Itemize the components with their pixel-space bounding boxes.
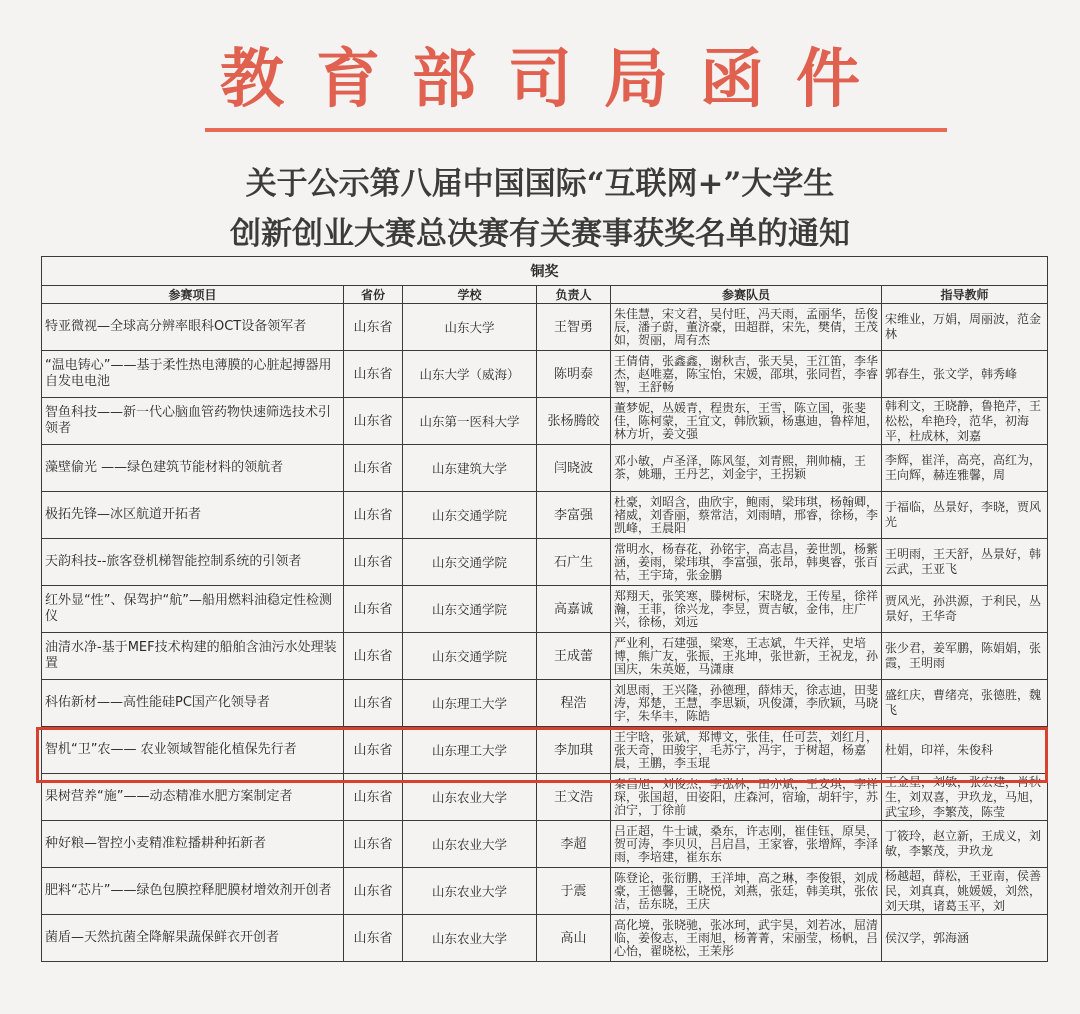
team-members-cell (611, 586, 882, 633)
leader-cell: 王文浩 (537, 774, 611, 821)
province-cell: 山东省 (344, 821, 403, 868)
leader-cell: 闫晓波 (537, 445, 611, 492)
table-row (42, 492, 1048, 539)
advisors-cell (882, 304, 1048, 351)
province-cell: 山东省 (344, 774, 403, 821)
team-members-cell (611, 492, 882, 539)
school-cell: 山东理工大学 (403, 727, 537, 774)
province-cell: 山东省 (344, 304, 403, 351)
advisors-cell (882, 680, 1048, 727)
team-members-cell (611, 633, 882, 680)
school-cell: 山东理工大学 (403, 680, 537, 727)
advisors-cell (882, 868, 1048, 915)
project-cell: 特亚微视—全球高分辨率眼科OCT设备领军者 (42, 304, 344, 351)
table-row (42, 445, 1048, 492)
advisors-cell (882, 821, 1048, 868)
advisors-text: 丁筱玲，赵立新，王成义，刘敏，李繁茂，尹玖龙 (885, 829, 1042, 858)
province-cell: 山东省 (344, 633, 403, 680)
team-members-text: 陈登论，张衍鹏，王洋坤，高之琳，李俊银，刘成豪，王德馨，王晓悦，刘燕，张廷，韩美琪，张依洁，岳东晓，王庆 (614, 871, 878, 911)
school-cell: 山东第一医科大学 (403, 398, 537, 445)
advisors-cell (882, 398, 1048, 445)
team-members-cell (611, 680, 882, 727)
leader-cell: 程浩 (537, 680, 611, 727)
school-cell: 山东农业大学 (403, 821, 537, 868)
team-members-cell (611, 821, 882, 868)
school-cell: 山东农业大学 (403, 868, 537, 915)
project-cell: 极拓先锋—冰区航道开拓者 (42, 492, 344, 539)
advisors-text: 贾风光，孙洪源，于利民，丛景好，王华奇 (885, 594, 1042, 623)
team-members-text: 王宇晗，张斌，郑博文，张佳，任可芸，刘红月，张天奇，田骏宇，毛苏宁，冯宇，于树超，杨嘉晨，王鹏，李玉琨 (614, 730, 878, 770)
team-members-cell (611, 445, 882, 492)
province-cell: 山东省 (344, 586, 403, 633)
project-cell: “温电铸心”——基于柔性热电薄膜的心脏起搏器用自发电电池 (42, 351, 344, 398)
header-leader: 负责人 (537, 286, 611, 304)
leader-cell: 石广生 (537, 539, 611, 586)
team-members-text: 王倩倩，张鑫鑫，谢秋吉，张天昊，王江笛，李华杰，赵唯嘉，陈宝怡，宋媛，邵琪，张同哲，李睿智，王舒畅 (614, 354, 878, 394)
leader-cell: 李超 (537, 821, 611, 868)
team-members-cell (611, 868, 882, 915)
header-province: 省份 (344, 286, 403, 304)
advisors-text: 宋维业，万娟，周丽波，范金林 (885, 312, 1042, 341)
table-row (42, 868, 1048, 915)
header-school: 学校 (403, 286, 537, 304)
leader-cell: 高山 (537, 915, 611, 962)
leader-cell: 王成蕾 (537, 633, 611, 680)
school-cell: 山东大学 (403, 304, 537, 351)
project-cell: 肥料“芯片”——绿色包膜控释肥膜材增效剂开创者 (42, 868, 344, 915)
province-cell: 山东省 (344, 351, 403, 398)
province-cell: 山东省 (344, 915, 403, 962)
table-row (42, 821, 1048, 868)
table-row (42, 539, 1048, 586)
advisors-cell (882, 445, 1048, 492)
leader-cell: 高嘉诚 (537, 586, 611, 633)
province-cell: 山东省 (344, 398, 403, 445)
advisors-text: 李辉，崔洋，高亮，高红为，王向辉，赫连雅馨，周 (885, 453, 1042, 482)
province-cell: 山东省 (344, 492, 403, 539)
team-members-text: 严业利，石建强，梁寒，王志斌，牛天祥，史培博，熊广友，张振，王兆坤，张世新，王祝龙，孙国庆，朱英姬，马潇康 (614, 636, 878, 676)
notice-title-line-2: 创新创业大赛总决赛有关赛事获奖名单的通知 (230, 216, 850, 252)
advisors-text: 张少君，姜军鹏，陈娟娟，张霞，王明雨 (885, 641, 1042, 670)
advisors-text: 王金星，刘敏，张宏建，肖秋生，刘双喜，尹玖龙，马旭，武宝珍，李繁茂，陈莹 (885, 774, 1042, 819)
red-divider-line (205, 128, 947, 132)
highlight-box (36, 727, 1048, 783)
team-members-text: 郑翔天，张笑寒，滕树标，宋晓龙，王传星，徐祥瀚，王菲，徐兴龙，李昱，贾吉敏，金伟，庄广兴，徐杨，刘远 (614, 589, 878, 629)
team-members-text: 常明水，杨春花，孙铭宇，高志昌，姜世凯，杨紫涵，姜雨，梁玮琪，李富强，张昂，韩奥睿，张百祜，王宇琦，张金鹏 (614, 542, 878, 582)
leader-cell: 李加琪 (537, 727, 611, 774)
award-level-heading: 铜奖 (42, 257, 1048, 286)
school-cell: 山东农业大学 (403, 915, 537, 962)
table-row (42, 304, 1048, 351)
school-cell: 山东交通学院 (403, 539, 537, 586)
team-members-text: 杜豪，刘昭含，曲欣宇，鲍雨，梁玮琪，杨翰卿，褚威，刘香丽，蔡常洁，刘雨晴，邢睿，徐杨，李凯峰，王晨阳 (614, 495, 878, 535)
project-cell: 智鱼科技——新一代心脑血管药物快速筛选技术引领者 (42, 398, 344, 445)
project-cell: 果树营养“施”——动态精准水肥方案制定者 (42, 774, 344, 821)
school-cell: 山东大学（威海） (403, 351, 537, 398)
project-cell: 油清水净-基于MEF技术构建的船舶含油污水处理装置 (42, 633, 344, 680)
project-cell: 菌盾—天然抗菌全降解果蔬保鲜衣开创者 (42, 915, 344, 962)
team-members-text: 刘思雨，王兴隆，孙德理，薛炜天，徐志迪，田斐涛，郑楚，王慧，李思颖，巩俊潇，李欣颖，马晓宇，朱华丰，陈皓 (614, 683, 878, 723)
advisors-text: 王明雨，王天舒，丛景好，韩云武，王亚飞 (885, 547, 1042, 576)
school-cell: 山东交通学院 (403, 633, 537, 680)
advisors-cell (882, 915, 1048, 962)
project-cell: 科佑新材——高性能硅PC国产化领导者 (42, 680, 344, 727)
province-cell: 山东省 (344, 445, 403, 492)
team-members-cell (611, 539, 882, 586)
advisors-cell (882, 539, 1048, 586)
team-members-text: 吕正超，牛士诚，桑东，许志刚，崔佳钰，原昊，贺可涛，李贝贝，吕启昌，王家睿，张增辉，李泽雨，李培建，崔东东 (614, 824, 878, 864)
table-row (42, 915, 1048, 962)
team-members-text: 高化境，张晓驰，张冰珂，武宇昊，刘若冰，屈清临，姜俊志，王雨旭，杨菁菁，宋丽莹，杨帆，吕心怡，翟晓松，王茉彤 (614, 918, 878, 958)
school-cell: 山东交通学院 (403, 492, 537, 539)
advisors-cell (882, 351, 1048, 398)
advisors-cell (882, 586, 1048, 633)
letterhead: 教育部司局函件 (220, 42, 892, 117)
table-row (42, 633, 1048, 680)
leader-cell: 陈明泰 (537, 351, 611, 398)
advisors-cell (882, 492, 1048, 539)
team-members-text: 朱佳慧，宋文君，吴付旺，冯天雨，孟丽华，岳俊辰，潘子蔚，董济豪，田超群，宋先，樊倩，王茂如，贺丽，周有杰 (614, 307, 878, 347)
leader-cell: 王智勇 (537, 304, 611, 351)
table-row (42, 398, 1048, 445)
advisors-text: 于福临，丛景好，李晓，贾风光 (885, 500, 1042, 529)
leader-cell: 李富强 (537, 492, 611, 539)
advisors-cell (882, 633, 1048, 680)
header-team-members: 参赛队员 (611, 286, 882, 304)
project-cell: 红外显“性”、保驾护“航”—船用燃料油稳定性检测仪 (42, 586, 344, 633)
team-members-cell (611, 915, 882, 962)
leader-cell: 张杨腾皎 (537, 398, 611, 445)
award-table-body (42, 304, 1048, 962)
header-advisors: 指导教师 (882, 286, 1048, 304)
team-members-cell (611, 351, 882, 398)
advisors-text: 韩利文，王晓静，鲁艳芹，王松松，牟艳玲，范华，初海平，杜成林，刘嘉 (885, 398, 1042, 443)
province-cell: 山东省 (344, 727, 403, 774)
team-members-cell (611, 398, 882, 445)
team-members-text: 秦昌旭，刘俊杰，李泓林，田亦斌，王安琪，李祥琛，张国超，田姿阳，庄森河，宿瑜，胡轩宇，苏泊宁，丁徐前 (614, 777, 878, 817)
team-members-cell (611, 304, 882, 351)
province-cell: 山东省 (344, 868, 403, 915)
header-project: 参赛项目 (42, 286, 344, 304)
advisors-text: 杨越超，薛松，王亚南，侯善民，刘真真，姚媛媛，刘然，刘天琪，诸葛玉平，刘 (885, 868, 1042, 913)
table-row (42, 586, 1048, 633)
advisors-text: 盛红庆，曹绪亮，张德胜，魏飞 (885, 688, 1042, 717)
advisors-text: 侯汉学，郭海涵 (885, 930, 970, 945)
team-members-text: 邓小敏，卢圣泽，陈风玺，刘青熙，荆帅楠，王茶，姚珊，王丹艺，刘金宇，王拐颖 (614, 455, 867, 481)
project-cell: 藻壁偷光 ——绿色建筑节能材料的领航者 (42, 445, 344, 492)
notice-title-line-1: 关于公示第八届中国国际“互联网+”大学生 (245, 166, 835, 202)
province-cell: 山东省 (344, 680, 403, 727)
school-cell: 山东建筑大学 (403, 445, 537, 492)
province-cell: 山东省 (344, 539, 403, 586)
school-cell: 山东交通学院 (403, 586, 537, 633)
table-row (42, 351, 1048, 398)
project-cell: 天韵科技--旅客登机梯智能控制系统的引领者 (42, 539, 344, 586)
advisors-text: 杜娟，印祥，朱俊科 (885, 742, 994, 757)
team-members-text: 董梦妮，丛媛青，程贵东，王雪，陈立国，张斐佳，陈柯蒙，王宜文，韩欣颖，杨惠迪，鲁梓旭，林方圻，姜文强 (614, 401, 878, 441)
project-cell: 种好粮—智控小麦精准粒播耕种拓新者 (42, 821, 344, 868)
advisors-text: 郭春生，张文学，韩秀峰 (885, 366, 1018, 381)
project-cell: 智机“卫”农—— 农业领域智能化植保先行者 (42, 727, 344, 774)
award-table (41, 256, 1048, 962)
table-row (42, 680, 1048, 727)
leader-cell: 于震 (537, 868, 611, 915)
school-cell: 山东农业大学 (403, 774, 537, 821)
